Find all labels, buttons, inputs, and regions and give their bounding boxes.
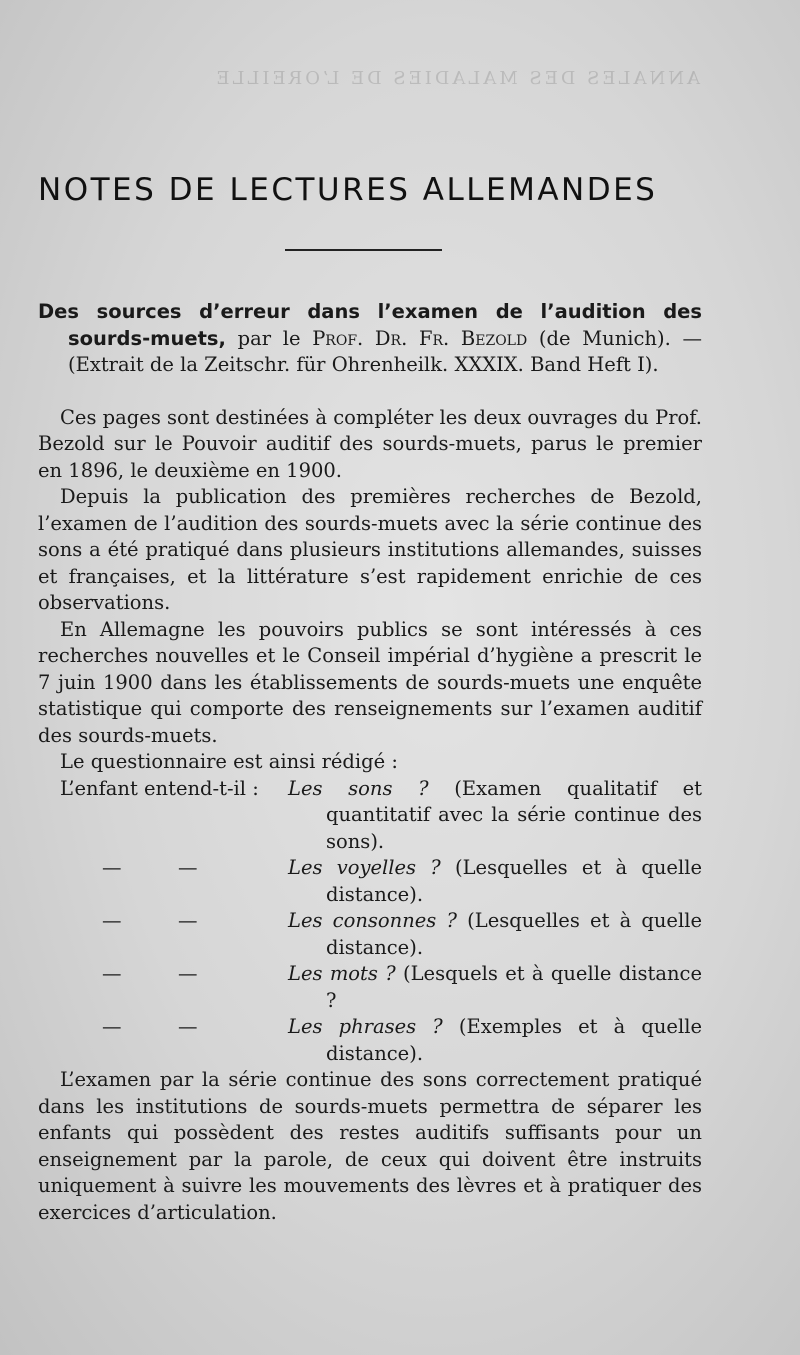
question-answer — [288, 908, 702, 961]
article-body — [38, 299, 702, 1226]
question-text: (Lesquelles et à quelle distance). — [326, 909, 702, 959]
ditto-dash: — — [102, 1015, 122, 1038]
ditto-dash: — — [102, 856, 122, 879]
question-answer — [288, 855, 702, 908]
question-row — [38, 855, 702, 908]
question-label: Les sons ? — [288, 776, 429, 800]
question-label: Les voyelles ? — [288, 856, 441, 879]
ditto-dash: — — [178, 856, 198, 879]
question-text: (Lesquelles et à quelle distance). — [326, 856, 702, 906]
title-divider — [285, 249, 442, 251]
question-answer — [288, 961, 702, 1014]
paragraph-4: Le questionnaire est ainsi rédigé : — [60, 750, 398, 773]
questionnaire — [38, 776, 702, 1068]
question-row — [38, 961, 702, 1014]
ditto-dash: — — [178, 909, 198, 932]
ditto-dash: — — [102, 909, 122, 932]
bleed-through-text: ANNALES DES MALADIES DE L’OREILLE — [213, 68, 700, 89]
heading-by: par le — [225, 326, 313, 350]
closing-paragraph: L’examen par la série continue des sons correctement pratiqué dans les institutions de sourds-muets permettra de séparer les enfants qui possèdent des restes auditifs suffisants pour un enseignement par la parole, de ceux qui doivent être instruits uniquement à suivre les mouvements des lèvres et à pratiquer des exercices d’articulation. — [38, 1068, 702, 1224]
paragraph-2: Depuis la publication des premières recherches de Bezold, l’examen de l’audition des sourds-muets avec la série continue des sons a été pratiqué dans plusieurs institutions allemandes, suisses et françaises, et la littérature s’est rapidement enrichie de ces observations. — [38, 485, 702, 614]
question-answer — [288, 1014, 702, 1067]
question-text: (Lesquels et à quelle distance ? — [326, 962, 703, 1012]
question-row — [38, 908, 702, 961]
article-heading — [38, 299, 702, 379]
question-text: (Exemples et à quelle distance). — [326, 1015, 702, 1065]
question-dashes — [38, 961, 288, 1014]
ditto-dash: — — [178, 1015, 198, 1038]
heading-rest: (de Munich). — (Extrait de la Zeitschr. für Ohrenheilk. XXXIX. Band Heft I). — [68, 326, 702, 376]
question-label: Les phrases ? — [288, 1015, 443, 1038]
question-row — [38, 1014, 702, 1067]
question-label: Les mots ? — [288, 962, 396, 985]
question-lead: L’enfant entend-t-il : — [60, 776, 259, 800]
ditto-dash: — — [102, 962, 122, 985]
page-title: NOTES DE LECTURES ALLEMANDES — [38, 172, 658, 208]
question-dashes — [38, 855, 288, 908]
question-row — [38, 776, 702, 856]
paragraph-1: Ces pages sont destinées à compléter les deux ouvrages du Prof. Bezold sur le Pouvoir auditif des sourds-muets, parus le premier en 1896, le deuxième en 1900. — [38, 405, 702, 482]
question-dashes — [38, 908, 288, 961]
spacer — [38, 379, 702, 405]
heading-bold: Des sources d’erreur dans l’examen de l’audition des sourds-muets, — [38, 300, 702, 350]
ditto-dash: — — [178, 962, 198, 985]
author-name: Prof. Dr. Fr. Bezold — [312, 326, 528, 350]
question-text: (Examen qualitatif et quantitatif avec la série continue des sons). — [326, 776, 702, 853]
question-dashes — [38, 1014, 288, 1067]
question-label: Les consonnes ? — [288, 909, 457, 932]
question-answer — [288, 776, 702, 856]
paragraph-3: En Allemagne les pouvoirs publics se sont intéressés à ces recherches nouvelles et le Conseil impérial d’hygiène a prescrit le 7 juin 1900 dans les établissements de sourds-muets une enquête statistique qui comporte des renseignements sur l’examen auditif des sourds-muets. — [38, 617, 702, 747]
